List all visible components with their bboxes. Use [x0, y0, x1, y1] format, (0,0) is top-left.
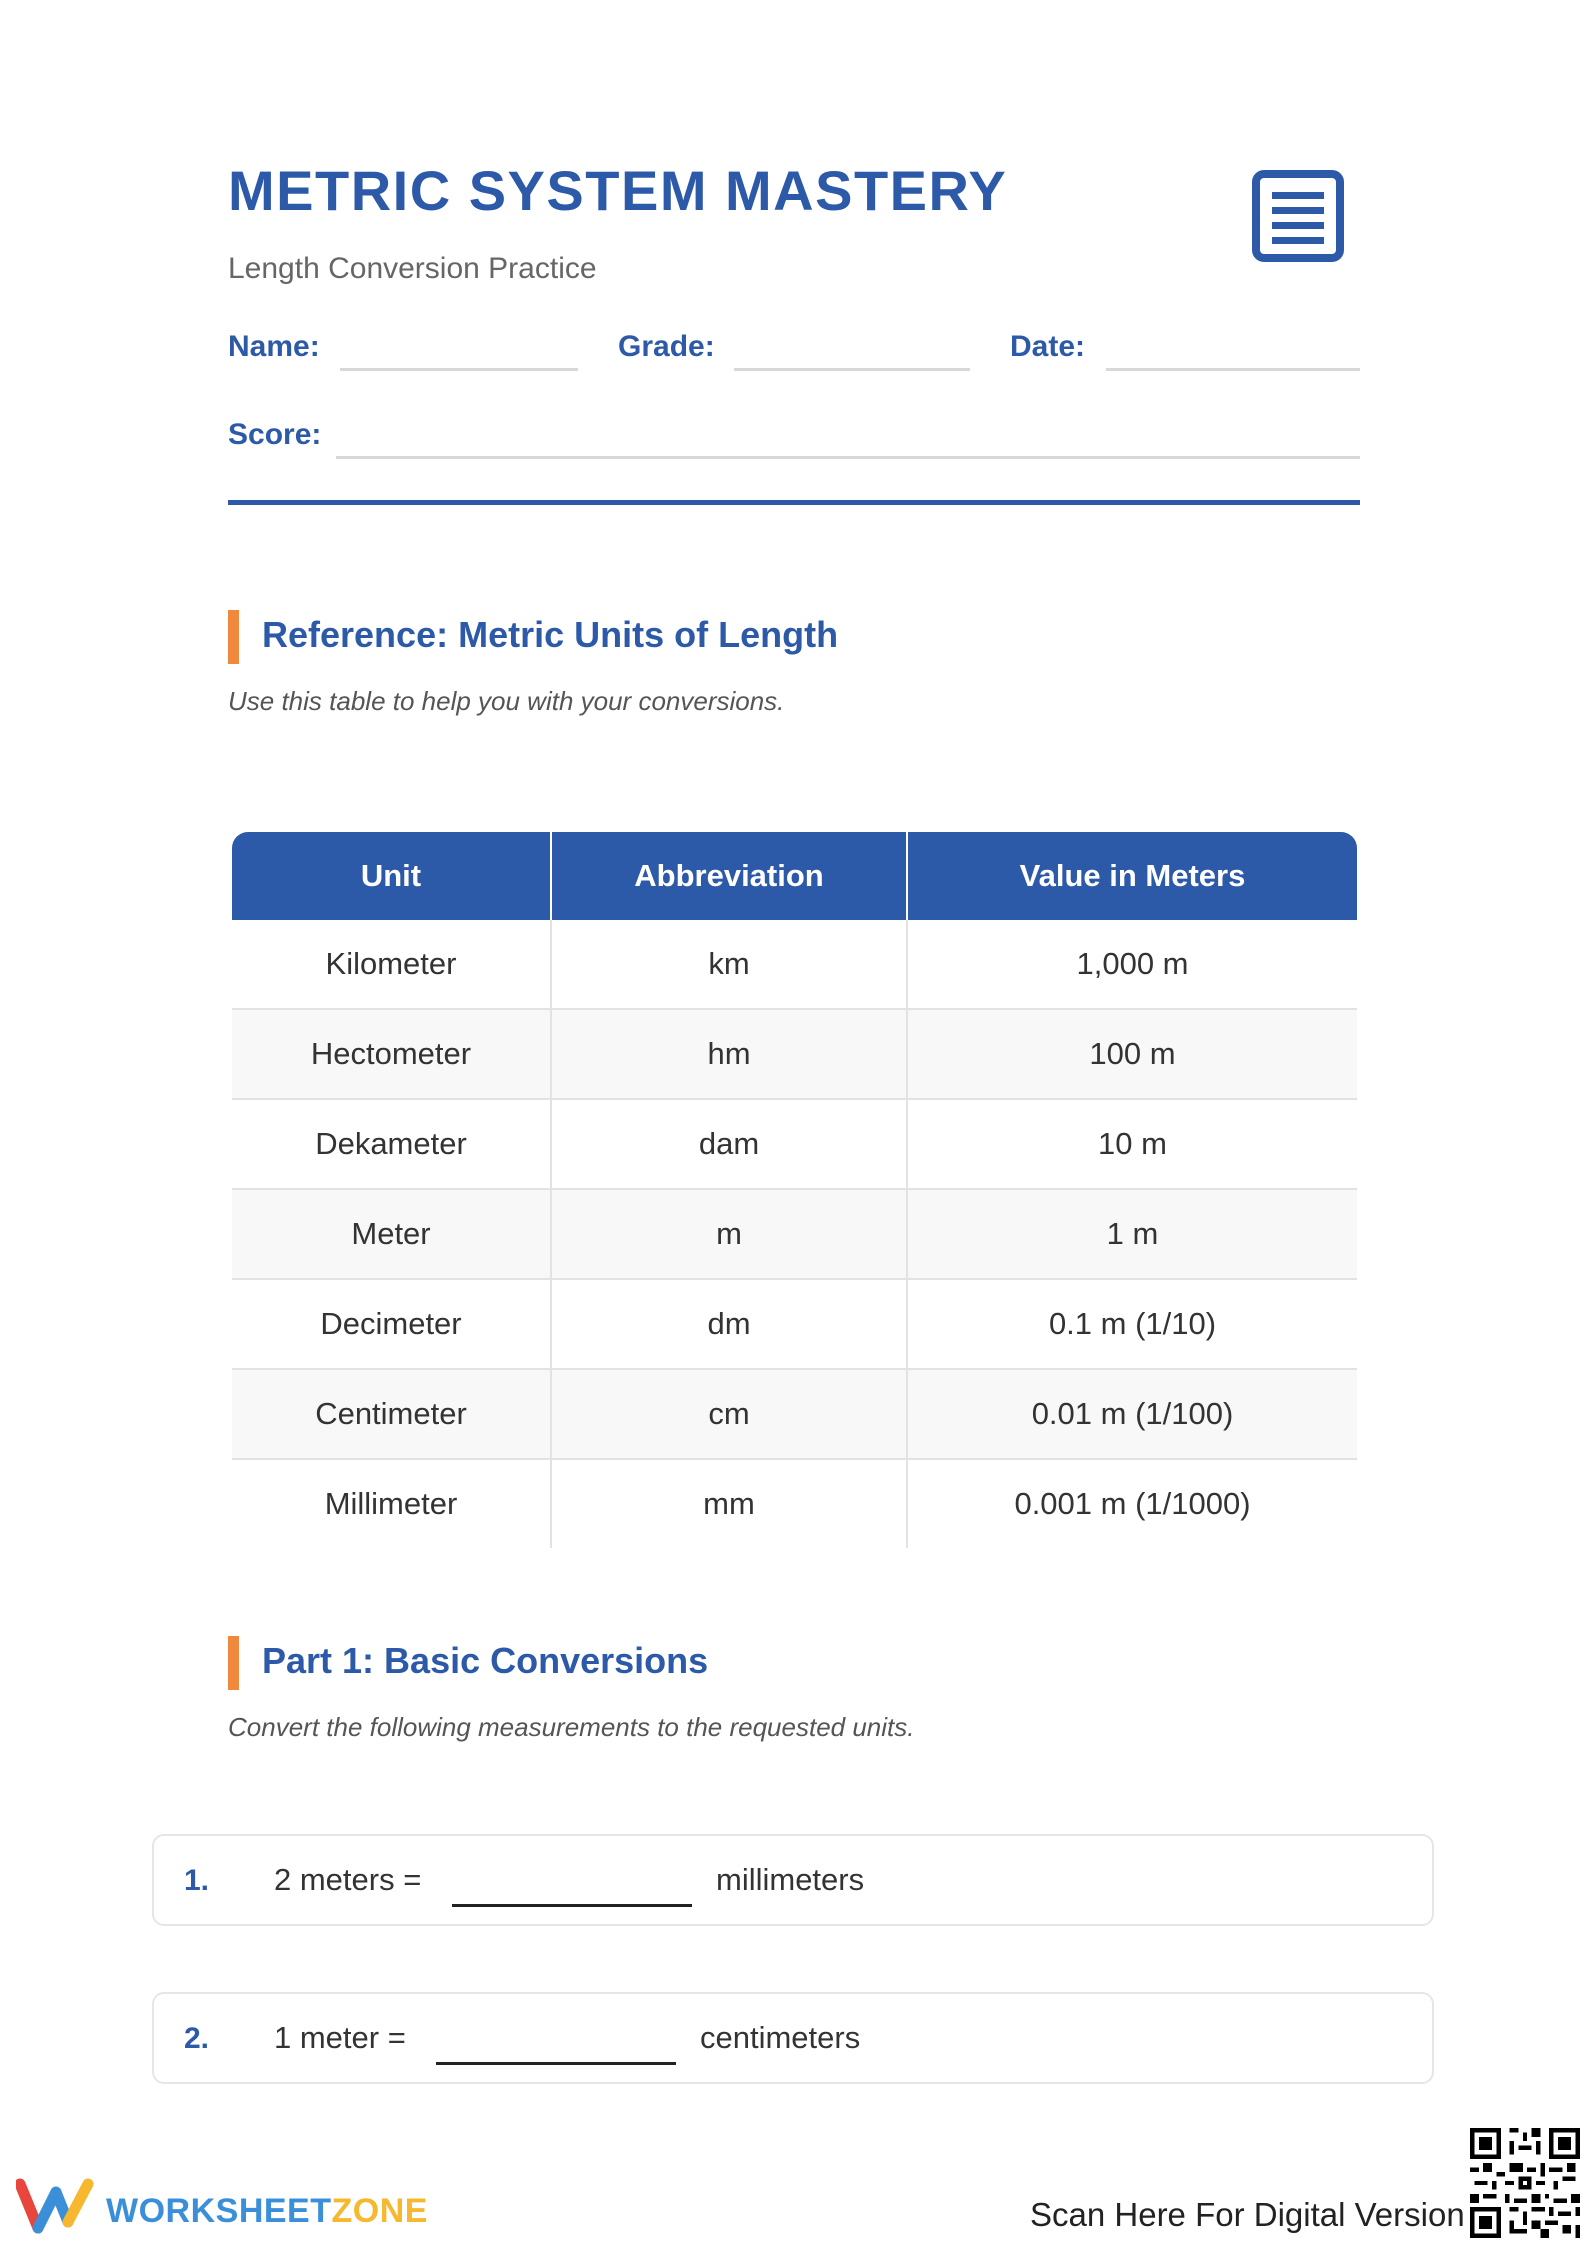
value-cell: 0.01 m (1/100): [907, 1369, 1357, 1459]
name-label: Name:: [228, 330, 320, 363]
page-subtitle: Length Conversion Practice: [228, 252, 597, 285]
column-header-unit: Unit: [232, 832, 551, 920]
abbreviation-cell: cm: [551, 1369, 907, 1459]
unit-cell: Millimeter: [232, 1459, 551, 1548]
table-row: [232, 1189, 1357, 1279]
unit-cell: Dekameter: [232, 1099, 551, 1189]
qr-code-icon[interactable]: [1470, 2128, 1580, 2238]
table-row: [232, 920, 1357, 1009]
value-cell: 10 m: [907, 1099, 1357, 1189]
metric-units-table: [232, 832, 1357, 1548]
worksheetzone-logo-icon: [16, 2178, 94, 2234]
value-cell: 0.1 m (1/10): [907, 1279, 1357, 1369]
score-label: Score:: [228, 418, 322, 451]
table-row: [232, 1099, 1357, 1189]
value-cell: 100 m: [907, 1009, 1357, 1099]
unit-cell: Meter: [232, 1189, 551, 1279]
abbreviation-cell: dm: [551, 1279, 907, 1369]
answer-blank-1[interactable]: [452, 1904, 692, 1907]
answer-blank-2[interactable]: [436, 2062, 676, 2065]
abbreviation-cell: hm: [551, 1009, 907, 1099]
unit-cell: Centimeter: [232, 1369, 551, 1459]
section-accent-bar: [228, 1636, 239, 1690]
worksheetzone-logo-text: WORKSHEETZONE: [106, 2192, 428, 2230]
question-unit: millimeters: [716, 1862, 865, 1897]
abbreviation-cell: m: [551, 1189, 907, 1279]
date-field[interactable]: [1106, 368, 1360, 371]
page-title: METRIC SYSTEM MASTERY: [228, 159, 1008, 222]
unit-cell: Kilometer: [325, 946, 457, 981]
question-prompt: 2 meters =: [274, 1862, 422, 1897]
header-divider: [228, 500, 1360, 505]
document-list-icon: [1252, 170, 1344, 262]
question-prompt: 1 meter =: [274, 2020, 406, 2055]
grade-label: Grade:: [618, 330, 715, 363]
value-cell: 1,000 m: [907, 920, 1357, 1009]
question-number: 1.: [184, 1864, 210, 1897]
question-unit: centimeters: [700, 2020, 861, 2055]
column-header-abbreviation: Abbreviation: [551, 832, 907, 920]
name-field[interactable]: [340, 368, 578, 371]
table-row: [232, 1279, 1357, 1369]
value-cell: 1 m: [907, 1189, 1357, 1279]
part1-section-title: Part 1: Basic Conversions: [262, 1640, 709, 1681]
reference-section-description: Use this table to help you with your conversions.: [228, 686, 785, 716]
question-number: 2.: [184, 2022, 210, 2055]
unit-cell: Decimeter: [232, 1279, 551, 1369]
unit-cell: Hectometer: [232, 1009, 551, 1099]
part1-section-description: Convert the following measurements to the requested units.: [228, 1712, 915, 1742]
date-label: Date:: [1010, 330, 1086, 363]
scan-instruction: Scan Here For Digital Version: [1030, 2196, 1465, 2233]
table-row: [232, 1009, 1357, 1099]
grade-field[interactable]: [734, 368, 970, 371]
score-field[interactable]: [336, 456, 1360, 459]
table-header-row: [232, 832, 1357, 920]
reference-section-title: Reference: Metric Units of Length: [262, 614, 839, 655]
table-row: [232, 1369, 1357, 1459]
abbreviation-cell: dam: [551, 1099, 907, 1189]
table-row: [232, 1459, 1357, 1548]
abbreviation-cell: km: [551, 920, 907, 1009]
column-header-value: Value in Meters: [907, 832, 1357, 920]
section-accent-bar: [228, 610, 239, 664]
abbreviation-cell: mm: [551, 1459, 907, 1548]
value-cell: 0.001 m (1/1000): [907, 1459, 1357, 1548]
